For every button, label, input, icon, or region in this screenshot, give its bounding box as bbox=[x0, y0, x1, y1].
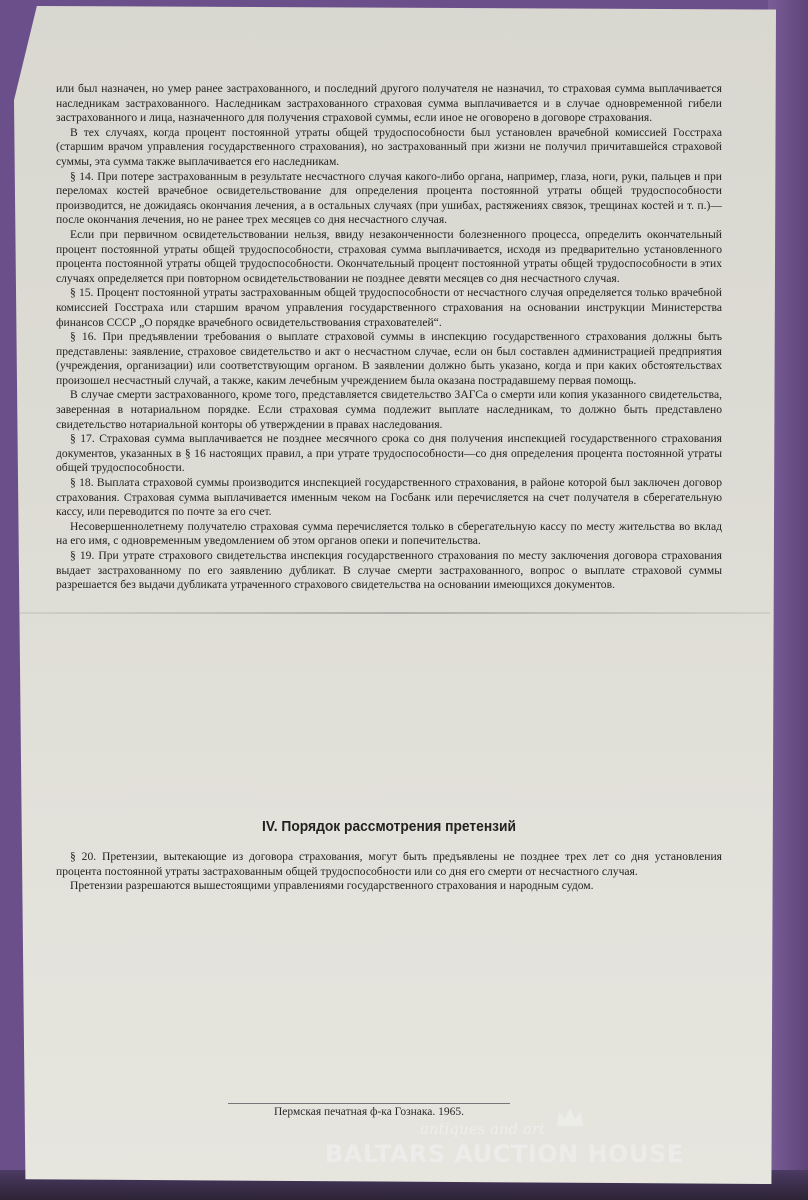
watermark-tagline: antiques and art bbox=[420, 1120, 546, 1138]
paragraph-section-15: § 15. Процент постоянной утраты застрахованным общей трудоспособности от несчастного случая определяется только врачебной комиссией Госстраха или старшим врачом управления государственного страхования на основании инструкции Министерства финансов СССР „О порядке врачебного освидетельствования страхователей“. bbox=[56, 286, 722, 329]
paragraph-section-16-note: В случае смерти застрахованного, кроме того, представляется свидетельство ЗАГСа о смерти или копия указанного свидетельства, заверенная в нотариальном порядке. Если страховая сумма подлежит выплате наследникам, то должно быть представлено свидетельство нотариальной конторы об утверждении в правах наследования. bbox=[56, 388, 722, 431]
paragraph-section-18: § 18. Выплата страховой суммы производится инспекцией государственного страхования, в районе которой был заключен договор страхования. Страховая сумма выплачивается именным чеком на Госбанк или перечисляется на счет получателя в сберегательную кассу, или переводится по почте за его счет. bbox=[56, 476, 722, 519]
paragraph-section-20: § 20. Претензии, вытекающие из договора страхования, могут быть предъявлены не позднее трех лет со дня установления процента постоянной утраты застрахованным общей трудоспособности или со дня его смерти от несчастного случая. bbox=[56, 850, 722, 878]
paragraph-section-19: § 19. При утрате страхового свидетельства инспекция государственного страхования по месту заключения договора страхования выдает застрахованному по его заявлению дубликат. В случае смерти застрахованного, вопрос о выплате страховой суммы разрешается без выдачи дубликата утраченного страхового свидетельства на основании имеющихся документов. bbox=[56, 549, 722, 592]
paper-fold-line bbox=[20, 612, 770, 614]
paragraph-section-17: § 17. Страховая сумма выплачивается не позднее месячного срока со дня получения инспекцией государственного страхования документов, указанных в § 16 настоящих правил, а при утрате трудоспособности—со дня определения процента постоянной утраты общей трудоспособности. bbox=[56, 432, 722, 475]
paragraph-heirs: В тех случаях, когда процент постоянной утраты общей трудоспособности был установлен врачебной комиссией Госстраха (старшим врачом управления государственного страхования), но застрахованный при жизни не получил причитавшейся страховой суммы, эта сумма также выплачивается его наследникам. bbox=[56, 125, 722, 168]
paragraph-section-16: § 16. При предъявлении требования о выплате страховой суммы в инспекцию государственного страхования должны быть представлены: заявление, страховое свидетельство и акт о несчастном случае, если он был составлен администрацией предприятия (учреждения, организации) или соответствующим органом. В заявлении должно быть указано, когда и при каких обстоятельствах произошел несчастный случай, а также, каким лечебным учреждением была оказана пострадавшему первая помощь. bbox=[56, 330, 722, 387]
crown-icon bbox=[555, 1106, 585, 1128]
imprint-rule bbox=[228, 1103, 510, 1104]
section-4-body bbox=[56, 850, 722, 894]
paragraph-section-14: § 14. При потере застрахованным в результате несчастного случая какого-либо органа, например, глаза, ноги, руки, пальцев и при переломах костей врачебное освидетельствование для определения процента постоянной утраты общей трудоспособности производится, не дожидаясь окончания лечения, а в остальных случаях (при ушибах, растяжениях связок, трещинах костей и т. п.)—после окончания лечения, но не ранее трех месяцев со дня несчастного случая. bbox=[56, 169, 722, 227]
document-body bbox=[56, 82, 722, 593]
paragraph-section-14-note: Если при первичном освидетельствовании нельзя, ввиду незаконченности болезненного процесса, определить окончательный процент постоянной утраты общей трудоспособности, страховая сумма выплачивается, исходя из предварительно установленного процента постоянной утраты общей трудоспособности. Окончательный процент постоянной утраты общей трудоспособности в этих случаях определяется при повторном освидетельствовании не позднее девяти месяцев со дня несчастного случая. bbox=[56, 227, 722, 285]
section-heading: IV. Порядок рассмотрения претензий bbox=[261, 818, 517, 835]
paragraph-continuation: или был назначен, но умер ранее застрахованного, и последний другого получателя не назначил, то страховая сумма выплачивается наследникам застрахованного. Наследникам застрахованного страховая сумма выплачивается и в случае одновременной гибели застрахованного и лица, назначенного для получения страховой суммы, если иное не оговорено в договоре страхования. bbox=[56, 82, 722, 125]
watermark-brand: BALTARS AUCTION HOUSE bbox=[325, 1140, 684, 1168]
auction-watermark bbox=[325, 1120, 745, 1180]
paragraph-section-18-note: Несовершеннолетнему получателю страховая сумма перечисляется только в сберегательную кассу по месту жительства во вклад на его имя, с одновременным уведомлением об этом органов опеки и попечительства. bbox=[56, 519, 722, 548]
paragraph-section-20-note: Претензии разрешаются вышестоящими управлениями государственного страхования и народным судом. bbox=[70, 879, 594, 893]
printer-imprint: Пермская печатная ф-ка Гознака. 1965. bbox=[273, 1106, 465, 1118]
